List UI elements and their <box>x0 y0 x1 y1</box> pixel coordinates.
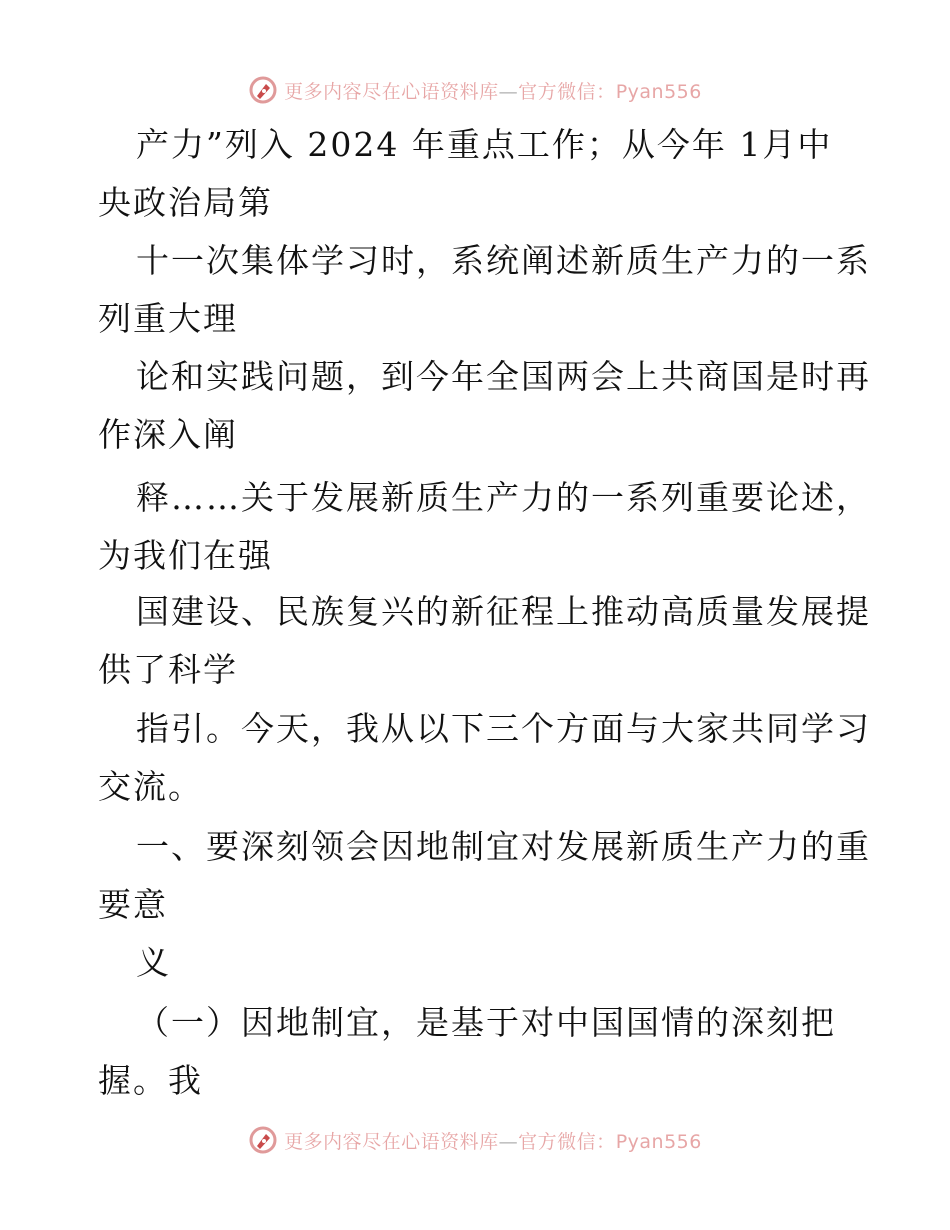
section-heading-continued: 要意 <box>98 885 168 924</box>
watermark-text <box>284 77 702 104</box>
document-line: 释……关于发展新质生产力的一系列重要论述， <box>136 478 871 517</box>
watermark-text <box>284 1127 702 1154</box>
watermark-wechat-id: Pyan556 <box>615 80 702 103</box>
watermark-site-name: 更多内容尽在心语资料库 <box>284 1130 499 1153</box>
document-line: 产力”列入 2024 年重点工作；从今年 1月中 <box>136 125 833 164</box>
document-line: 央政治局第 <box>98 183 273 222</box>
watermark-wechat-id: Pyan556 <box>615 1130 702 1153</box>
watermark-official-label: 官方微信： <box>518 80 616 103</box>
watermark-official-label: 官方微信： <box>518 1130 616 1153</box>
section-heading: 一、要深刻领会因地制宜对发展新质生产力的重 <box>136 827 871 866</box>
document-line: 论和实践问题，到今年全国两会上共商国是时再 <box>136 357 871 396</box>
watermark-dash: — <box>498 80 519 103</box>
document-line: 作深入阐 <box>98 415 238 454</box>
watermark-dash: — <box>498 1130 519 1153</box>
document-line: 指引。今天，我从以下三个方面与大家共同学习 <box>136 709 871 748</box>
pen-nib-circle-icon <box>248 1125 278 1155</box>
document-line: 供了科学 <box>98 650 238 689</box>
document-line: 十一次集体学习时，系统阐述新质生产力的一系 <box>136 241 871 280</box>
watermark-site-name: 更多内容尽在心语资料库 <box>284 80 499 103</box>
document-line: 列重大理 <box>98 299 238 338</box>
header-watermark <box>0 72 950 108</box>
document-line: 为我们在强 <box>98 536 273 575</box>
document-line: 交流。 <box>98 767 203 806</box>
document-line: 国建设、民族复兴的新征程上推动高质量发展提 <box>136 592 871 631</box>
section-heading-continued: 义 <box>136 943 171 982</box>
footer-watermark <box>0 1122 950 1158</box>
document-line: 握。我 <box>98 1061 203 1100</box>
subsection-heading: （一）因地制宜，是基于对中国国情的深刻把 <box>136 1003 836 1042</box>
pen-nib-circle-icon <box>248 75 278 105</box>
